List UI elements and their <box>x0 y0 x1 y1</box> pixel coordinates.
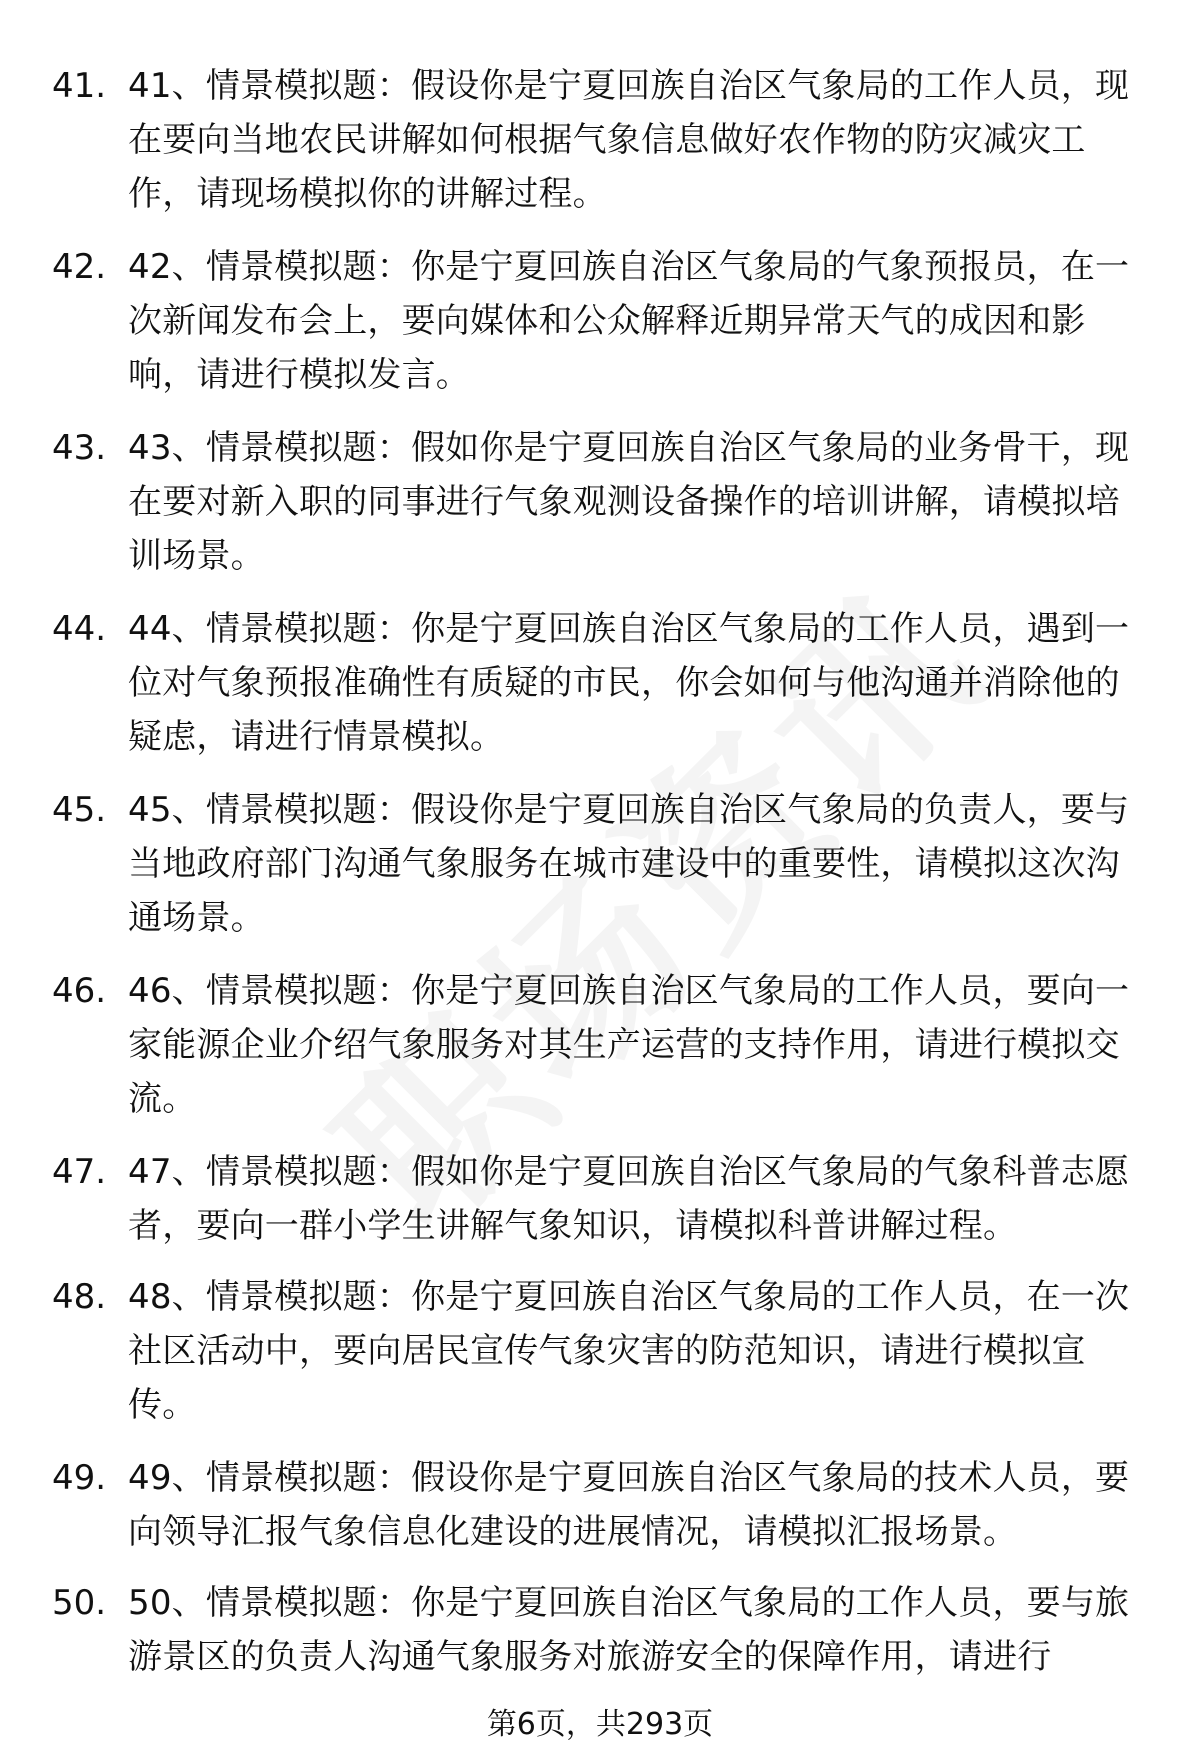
question-number: 44. <box>52 609 107 649</box>
question-number: 45. <box>52 790 107 830</box>
question-number: 47. <box>52 1152 107 1192</box>
question-text: 45、情景模拟题：假设你是宁夏回族自治区气象局的负责人，要与当地政府部门沟通气象服务在城市建设中的重要性，请模拟这次沟通场景。 <box>128 790 1130 938</box>
question-number: 48. <box>52 1277 107 1317</box>
page-footer: 第6页，共293页 <box>486 1707 714 1742</box>
question-number: 50. <box>52 1583 107 1623</box>
question-number: 41. <box>52 66 107 106</box>
question-text: 49、情景模拟题：假设你是宁夏回族自治区气象局的技术人员，要向领导汇报气象信息化建设的进展情况，请模拟汇报场景。 <box>128 1458 1130 1552</box>
question-number: 42. <box>52 247 107 287</box>
question-number: 49. <box>52 1458 107 1498</box>
question-text: 42、情景模拟题：你是宁夏回族自治区气象局的气象预报员，在一次新闻发布会上，要向媒体和公众解释近期异常天气的成因和影响，请进行模拟发言。 <box>128 247 1130 395</box>
question-number: 43. <box>52 428 107 468</box>
question-number: 46. <box>52 971 107 1011</box>
question-text: 50、情景模拟题：你是宁夏回族自治区气象局的工作人员，要与旅游景区的负责人沟通气象服务对旅游安全的保障作用，请进行 <box>128 1583 1130 1677</box>
question-text: 46、情景模拟题：你是宁夏回族自治区气象局的工作人员，要向一家能源企业介绍气象服务对其生产运营的支持作用，请进行模拟交流。 <box>128 971 1130 1119</box>
question-text: 44、情景模拟题：你是宁夏回族自治区气象局的工作人员，遇到一位对气象预报准确性有质疑的市民，你会如何与他沟通并消除他的疑虑，请进行情景模拟。 <box>128 609 1130 757</box>
question-text: 43、情景模拟题：假如你是宁夏回族自治区气象局的业务骨干，现在要对新入职的同事进行气象观测设备操作的培训讲解，请模拟培训场景。 <box>128 428 1130 576</box>
question-text: 41、情景模拟题：假设你是宁夏回族自治区气象局的工作人员，现在要向当地农民讲解如何根据气象信息做好农作物的防灾减灾工作，请现场模拟你的讲解过程。 <box>128 66 1130 214</box>
question-text: 48、情景模拟题：你是宁夏回族自治区气象局的工作人员，在一次社区活动中，要向居民宣传气象灾害的防范知识，请进行模拟宣传。 <box>128 1277 1130 1425</box>
question-text: 47、情景模拟题：假如你是宁夏回族自治区气象局的气象科普志愿者，要向一群小学生讲解气象知识，请模拟科普讲解过程。 <box>128 1152 1130 1246</box>
